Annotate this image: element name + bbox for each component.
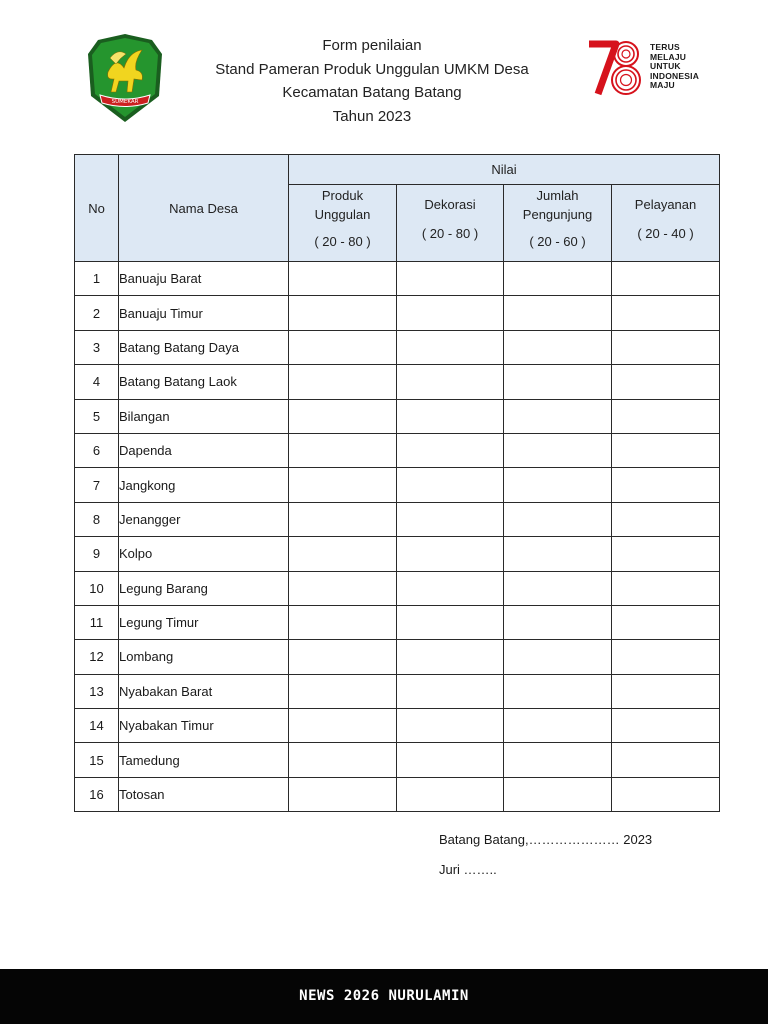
column-header-dekorasi <box>397 185 504 262</box>
score-pelayanan-cell[interactable] <box>612 262 720 296</box>
score-jumlah-pengunjung-cell[interactable] <box>504 296 612 330</box>
score-jumlah-pengunjung-cell[interactable] <box>504 365 612 399</box>
title-line-1: Form penilaian <box>322 37 422 54</box>
village-name: Tamedung <box>119 743 289 777</box>
row-number: 9 <box>75 537 119 571</box>
column-group-nilai: Nilai <box>289 155 720 185</box>
form-title <box>190 34 554 128</box>
village-name: Batang Batang Daya <box>119 330 289 364</box>
score-jumlah-pengunjung-cell[interactable] <box>504 674 612 708</box>
score-pelayanan-cell[interactable] <box>612 605 720 639</box>
score-produk-unggulan-cell[interactable] <box>289 433 397 467</box>
column-header-produk-unggulan <box>289 185 397 262</box>
score-produk-unggulan-cell[interactable] <box>289 743 397 777</box>
criteria-range: ( 20 - 80 ) <box>314 234 371 249</box>
village-name: Kolpo <box>119 537 289 571</box>
score-produk-unggulan-cell[interactable] <box>289 330 397 364</box>
score-produk-unggulan-cell[interactable] <box>289 537 397 571</box>
village-name: Totosan <box>119 777 289 811</box>
score-pelayanan-cell[interactable] <box>612 296 720 330</box>
criteria-label: Jumlah Pengunjung <box>522 188 593 222</box>
row-number: 3 <box>75 330 119 364</box>
score-pelayanan-cell[interactable] <box>612 468 720 502</box>
score-dekorasi-cell[interactable] <box>397 365 504 399</box>
title-line-4: Tahun 2023 <box>332 107 412 125</box>
tagline-line: UNTUK <box>650 61 681 72</box>
title-line-3: Kecamatan Batang Batang <box>282 84 462 102</box>
score-dekorasi-cell[interactable] <box>397 468 504 502</box>
table-row <box>75 502 720 536</box>
row-number: 7 <box>75 468 119 502</box>
score-produk-unggulan-cell[interactable] <box>289 571 397 605</box>
criteria-label: Produk Unggulan <box>314 188 371 222</box>
score-dekorasi-cell[interactable] <box>397 262 504 296</box>
table-row <box>75 468 720 502</box>
table-row <box>75 777 720 811</box>
place-date-line: Batang Batang,………………… 2023 <box>439 832 653 847</box>
emblem-ribbon-text: SUMEKAR <box>111 99 139 105</box>
score-jumlah-pengunjung-cell[interactable] <box>504 330 612 364</box>
anniversary-logo <box>586 36 706 100</box>
score-dekorasi-cell[interactable] <box>397 743 504 777</box>
village-name: Dapenda <box>119 433 289 467</box>
village-name: Legung Timur <box>119 605 289 639</box>
village-name: Jangkong <box>119 468 289 502</box>
criteria-range: ( 20 - 60 ) <box>529 234 586 249</box>
score-produk-unggulan-cell[interactable] <box>289 502 397 536</box>
score-jumlah-pengunjung-cell[interactable] <box>504 743 612 777</box>
watermark-text: NEWS 2026 NURULAMIN <box>299 988 469 1004</box>
watermark-bar <box>0 969 768 1024</box>
table-row <box>75 743 720 777</box>
criteria-range: ( 20 - 40 ) <box>637 226 694 241</box>
score-produk-unggulan-cell[interactable] <box>289 605 397 639</box>
table-row <box>75 296 720 330</box>
score-dekorasi-cell[interactable] <box>397 777 504 811</box>
table-row <box>75 571 720 605</box>
village-name: Banuaju Barat <box>119 262 289 296</box>
score-pelayanan-cell[interactable] <box>612 433 720 467</box>
criteria-label: Dekorasi <box>424 197 476 212</box>
anniversary-tagline <box>650 43 699 91</box>
row-number: 11 <box>75 605 119 639</box>
score-dekorasi-cell[interactable] <box>397 709 504 743</box>
table-row <box>75 537 720 571</box>
village-name: Nyabakan Timur <box>119 709 289 743</box>
village-name: Batang Batang Laok <box>119 365 289 399</box>
table-row <box>75 640 720 674</box>
village-name: Nyabakan Barat <box>119 674 289 708</box>
score-jumlah-pengunjung-cell[interactable] <box>504 433 612 467</box>
table-row <box>75 365 720 399</box>
score-jumlah-pengunjung-cell[interactable] <box>504 502 612 536</box>
score-produk-unggulan-cell[interactable] <box>289 777 397 811</box>
tagline-line: INDONESIA <box>650 70 700 81</box>
criteria-range: ( 20 - 80 ) <box>421 226 479 241</box>
village-name: Bilangan <box>119 399 289 433</box>
score-dekorasi-cell[interactable] <box>397 571 504 605</box>
score-dekorasi-cell[interactable] <box>397 330 504 364</box>
assessment-table <box>74 154 720 812</box>
score-produk-unggulan-cell[interactable] <box>289 365 397 399</box>
column-header-name: Nama Desa <box>119 155 289 262</box>
score-dekorasi-cell[interactable] <box>397 399 504 433</box>
row-number: 15 <box>75 743 119 777</box>
score-jumlah-pengunjung-cell[interactable] <box>504 262 612 296</box>
tagline-line: TERUS <box>650 42 680 52</box>
score-produk-unggulan-cell[interactable] <box>289 709 397 743</box>
row-number: 10 <box>75 571 119 605</box>
table-row <box>75 399 720 433</box>
village-name: Banuaju Timur <box>119 296 289 330</box>
score-pelayanan-cell[interactable] <box>612 399 720 433</box>
row-number: 8 <box>75 502 119 536</box>
score-jumlah-pengunjung-cell[interactable] <box>504 605 612 639</box>
row-number: 5 <box>75 399 119 433</box>
score-jumlah-pengunjung-cell[interactable] <box>504 468 612 502</box>
row-number: 16 <box>75 777 119 811</box>
score-produk-unggulan-cell[interactable] <box>289 399 397 433</box>
score-jumlah-pengunjung-cell[interactable] <box>504 537 612 571</box>
score-produk-unggulan-cell[interactable] <box>289 468 397 502</box>
score-dekorasi-cell[interactable] <box>397 674 504 708</box>
score-dekorasi-cell[interactable] <box>397 640 504 674</box>
score-dekorasi-cell[interactable] <box>397 605 504 639</box>
score-dekorasi-cell[interactable] <box>397 502 504 536</box>
table-body <box>75 262 720 812</box>
score-pelayanan-cell[interactable] <box>612 365 720 399</box>
score-pelayanan-cell[interactable] <box>612 743 720 777</box>
indonesia-78-anniversary-logo-icon <box>586 36 646 100</box>
row-number: 2 <box>75 296 119 330</box>
score-pelayanan-cell[interactable] <box>612 571 720 605</box>
table-row <box>75 330 720 364</box>
score-pelayanan-cell[interactable] <box>612 502 720 536</box>
row-number: 1 <box>75 262 119 296</box>
table-row <box>75 605 720 639</box>
row-number: 14 <box>75 709 119 743</box>
column-header-jumlah-pengunjung <box>504 185 612 262</box>
score-jumlah-pengunjung-cell[interactable] <box>504 640 612 674</box>
table-row <box>75 674 720 708</box>
juri-line: Juri …….. <box>439 862 497 877</box>
row-number: 6 <box>75 433 119 467</box>
score-pelayanan-cell[interactable] <box>612 330 720 364</box>
column-header-no: No <box>75 155 119 262</box>
score-dekorasi-cell[interactable] <box>397 433 504 467</box>
row-number: 13 <box>75 674 119 708</box>
table-row <box>75 262 720 296</box>
table-row <box>75 709 720 743</box>
title-line-2: Stand Pameran Produk Unggulan UMKM Desa <box>215 60 529 78</box>
score-dekorasi-cell[interactable] <box>397 296 504 330</box>
score-produk-unggulan-cell[interactable] <box>289 640 397 674</box>
village-name: Lombang <box>119 640 289 674</box>
table-row <box>75 433 720 467</box>
score-pelayanan-cell[interactable] <box>612 640 720 674</box>
score-jumlah-pengunjung-cell[interactable] <box>504 571 612 605</box>
column-header-pelayanan <box>612 185 720 262</box>
score-dekorasi-cell[interactable] <box>397 537 504 571</box>
score-jumlah-pengunjung-cell[interactable] <box>504 709 612 743</box>
score-pelayanan-cell[interactable] <box>612 709 720 743</box>
tagline-line: MAJU <box>650 80 675 91</box>
regency-shield-emblem-icon <box>86 32 164 124</box>
score-pelayanan-cell[interactable] <box>612 537 720 571</box>
score-pelayanan-cell[interactable] <box>612 674 720 708</box>
score-produk-unggulan-cell[interactable] <box>289 674 397 708</box>
tagline-line: MELAJU <box>650 51 687 62</box>
row-number: 12 <box>75 640 119 674</box>
score-produk-unggulan-cell[interactable] <box>289 296 397 330</box>
criteria-label: Pelayanan <box>634 197 697 212</box>
score-jumlah-pengunjung-cell[interactable] <box>504 777 612 811</box>
score-pelayanan-cell[interactable] <box>612 777 720 811</box>
regency-emblem-logo <box>86 32 164 124</box>
score-produk-unggulan-cell[interactable] <box>289 262 397 296</box>
village-name: Legung Barang <box>119 571 289 605</box>
row-number: 4 <box>75 365 119 399</box>
village-name: Jenangger <box>119 502 289 536</box>
score-jumlah-pengunjung-cell[interactable] <box>504 399 612 433</box>
